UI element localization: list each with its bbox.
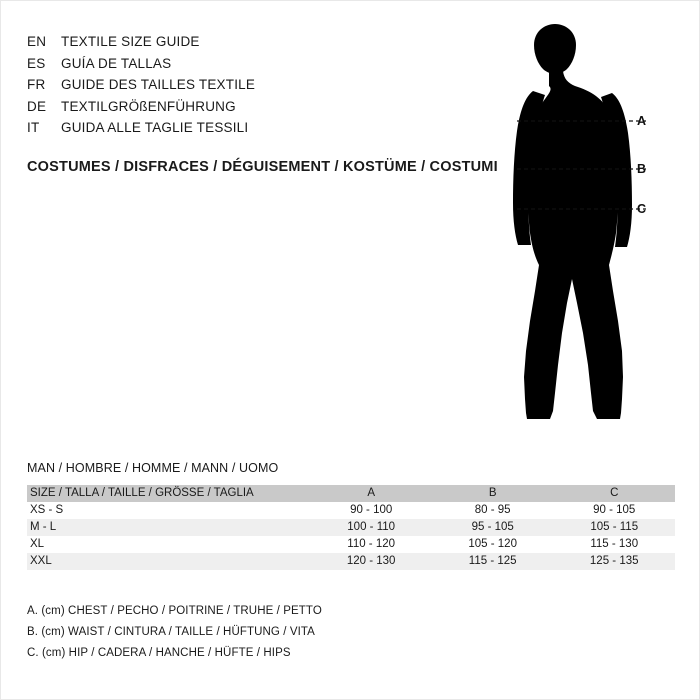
language-title-list <box>27 34 467 142</box>
cell-waist: 115 - 125 <box>468 555 517 567</box>
language-code: DE <box>27 98 47 114</box>
cell-hip: 90 - 105 <box>593 504 636 516</box>
column-header-a: A <box>367 487 375 499</box>
table-row <box>27 553 675 570</box>
language-title: GUÍA DE TALLAS <box>61 55 172 71</box>
cell-chest: 120 - 130 <box>346 555 396 567</box>
language-row <box>27 120 467 142</box>
body-figure <box>471 21 681 441</box>
cell-size: XL <box>30 538 45 550</box>
cell-chest: 90 - 100 <box>350 504 393 516</box>
language-title: TEXTILE SIZE GUIDE <box>61 34 200 49</box>
language-title: GUIDA ALLE TAGLIE TESSILI <box>61 120 249 135</box>
table-header-row <box>27 485 675 502</box>
language-row <box>27 56 467 78</box>
measure-label-c: C <box>637 202 647 216</box>
language-title: GUIDE DES TAILLES TEXTILE <box>61 77 256 92</box>
language-code: EN <box>27 34 47 49</box>
language-code: IT <box>27 120 40 135</box>
measurement-legend <box>27 601 322 664</box>
table-row <box>27 519 675 536</box>
legend-item-chest: A. (cm) CHEST / PECHO / POITRINE / TRUHE / PETTO <box>27 605 322 617</box>
measure-label-b: B <box>637 162 647 176</box>
cell-waist: 105 - 120 <box>468 538 517 550</box>
size-table <box>27 485 675 570</box>
cell-chest: 110 - 120 <box>347 538 396 550</box>
cell-size: XXL <box>30 555 52 567</box>
language-row <box>27 77 467 99</box>
column-header-size: SIZE / TALLA / TAILLE / GRÖSSE / TAGLIA <box>30 487 254 499</box>
language-code: FR <box>27 77 46 92</box>
table-heading: MAN / HOMBRE / HOMME / MANN / UOMO <box>27 461 279 475</box>
male-silhouette-icon <box>471 21 681 441</box>
table-row <box>27 502 675 519</box>
language-title: TEXTILGRÖßENFÜHRUNG <box>61 98 236 114</box>
legend-item-hip: C. (cm) HIP / CADERA / HANCHE / HÜFTE / HIPS <box>27 647 291 659</box>
cell-size: M - L <box>30 521 57 533</box>
legend-item-waist: B. (cm) WAIST / CINTURA / TAILLE / HÜFTUNG / VITA <box>27 626 315 638</box>
measure-label-a: A <box>637 114 647 128</box>
cell-hip: 115 - 130 <box>590 538 639 550</box>
language-row <box>27 34 467 56</box>
cell-hip: 125 - 135 <box>589 555 639 567</box>
table-header <box>27 485 675 502</box>
cell-hip: 105 - 115 <box>590 521 639 533</box>
language-code: ES <box>27 55 46 71</box>
cell-size: XS - S <box>30 504 64 516</box>
table-row <box>27 536 675 553</box>
language-row <box>27 99 467 121</box>
column-header-c: C <box>610 487 619 499</box>
cell-chest: 100 - 110 <box>347 521 396 533</box>
cell-waist: 95 - 105 <box>471 521 514 533</box>
cell-waist: 80 - 95 <box>474 504 511 516</box>
table-body <box>27 502 675 570</box>
category-title: COSTUMES / DISFRACES / DÉGUISEMENT / KOSTÜME / COSTUMI <box>27 159 498 175</box>
column-header-b: B <box>488 487 497 499</box>
